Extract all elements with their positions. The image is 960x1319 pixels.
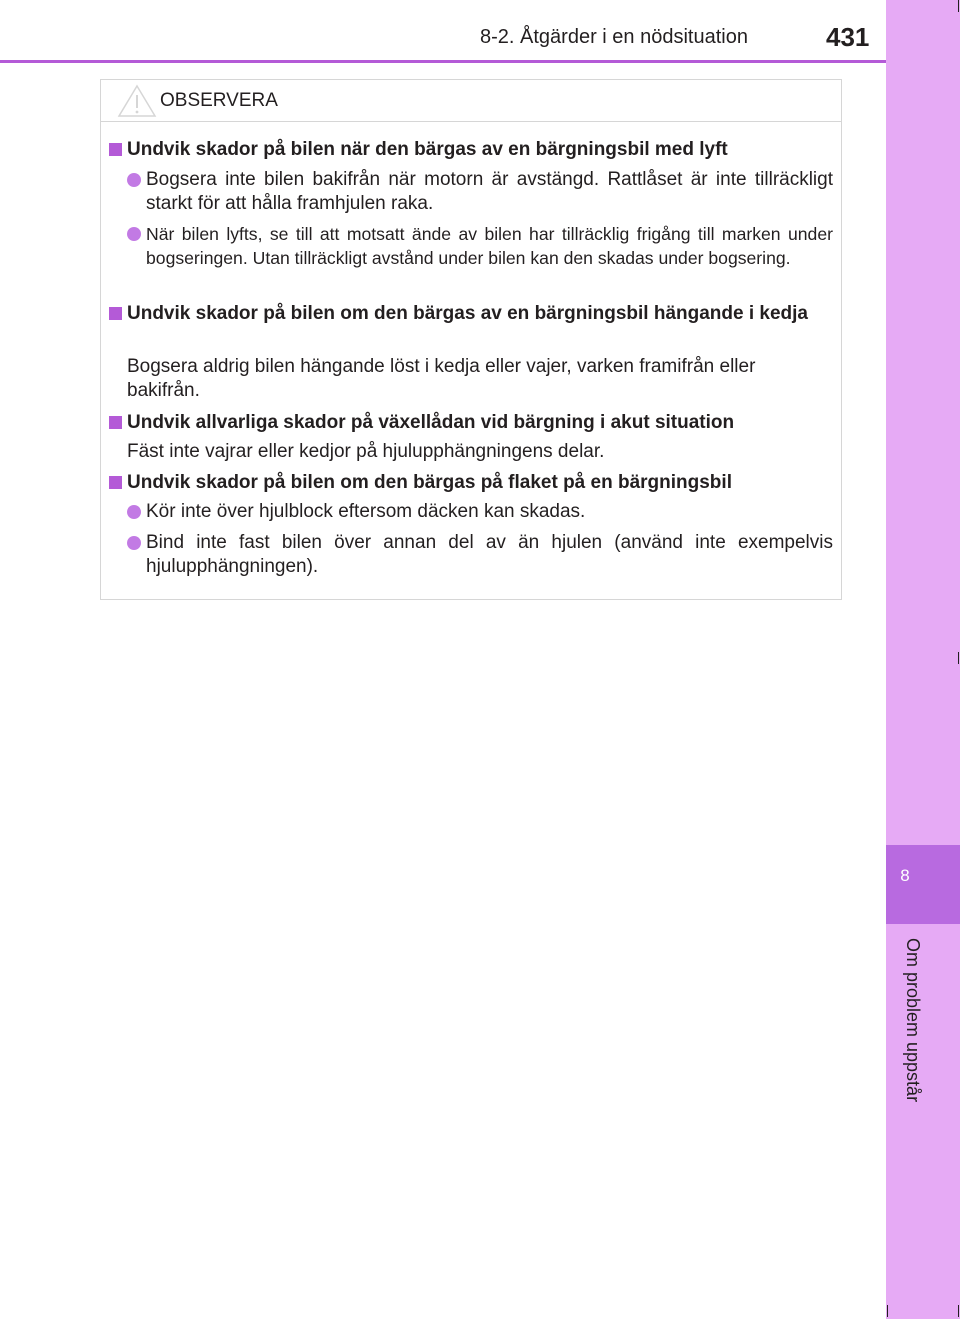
round-bullet-icon (127, 173, 141, 187)
page-number: 431 (826, 22, 870, 52)
chapter-number: 8 (900, 866, 910, 885)
list-item (146, 531, 833, 579)
section-text: Fäst inte vajrar eller kedjor på hjulupphängningens delar. (127, 441, 605, 462)
section-heading-text: Undvik allvarliga skador på växellådan vid bärgning i akut situation (127, 412, 735, 433)
section-heading (127, 138, 833, 162)
caution-notice (100, 79, 842, 600)
square-bullet-icon (109, 476, 122, 489)
round-bullet-icon (127, 505, 141, 519)
notice-header (101, 80, 841, 122)
chapter-title: Om problem uppstår (903, 938, 923, 1103)
round-bullet-icon (127, 227, 141, 241)
list-item (146, 500, 833, 524)
list-item-text: Bogsera inte bilen bakifrån när motorn är avstängd. Rattlåset är inte tillräckligt starkt för att hålla framhjulen raka. (146, 169, 833, 214)
round-bullet-icon (127, 536, 141, 550)
header-divider (0, 60, 886, 63)
list-item-text: Bind inte fast bilen över annan del av än hjulen (använd inte exempelvis hjulupphängningen). (146, 532, 833, 577)
section-heading (127, 302, 833, 326)
warning-triangle-icon (117, 84, 157, 118)
square-bullet-icon (109, 307, 122, 320)
section-heading (127, 411, 833, 435)
section-heading (127, 471, 833, 495)
section-text: Bogsera aldrig bilen hängande löst i kedja eller vajer, varken framifrån eller bakifrån. (127, 356, 756, 401)
square-bullet-icon (109, 143, 122, 156)
section-heading-text: Undvik skador på bilen om den bärgas av en bärgningsbil hängande i kedja (127, 303, 808, 324)
square-bullet-icon (109, 416, 122, 429)
section-heading-text: Undvik skador på bilen när den bärgas av en bärgningsbil med lyft (127, 139, 728, 160)
crop-mark (958, 652, 959, 664)
list-item (146, 222, 833, 270)
crop-mark (958, 1305, 959, 1317)
crop-mark (958, 0, 959, 12)
list-item-text: När bilen lyfts, se till att motsatt ände av bilen har tillräcklig frigång till marken under bogseringen. Utan tillräckligt avstånd under bilen kan den skadas under bogsering. (146, 224, 833, 268)
list-item-text: Kör inte över hjulblock eftersom däcken kan skadas. (146, 501, 586, 522)
chapter-side-tab (886, 0, 960, 1319)
list-item (146, 168, 833, 216)
crop-mark (887, 1305, 888, 1317)
section-heading-text: Undvik skador på bilen om den bärgas på flaket på en bärgningsbil (127, 472, 732, 493)
notice-title: OBSERVERA (160, 90, 278, 111)
section-title: 8-2. Åtgärder i en nödsituation (480, 26, 748, 48)
